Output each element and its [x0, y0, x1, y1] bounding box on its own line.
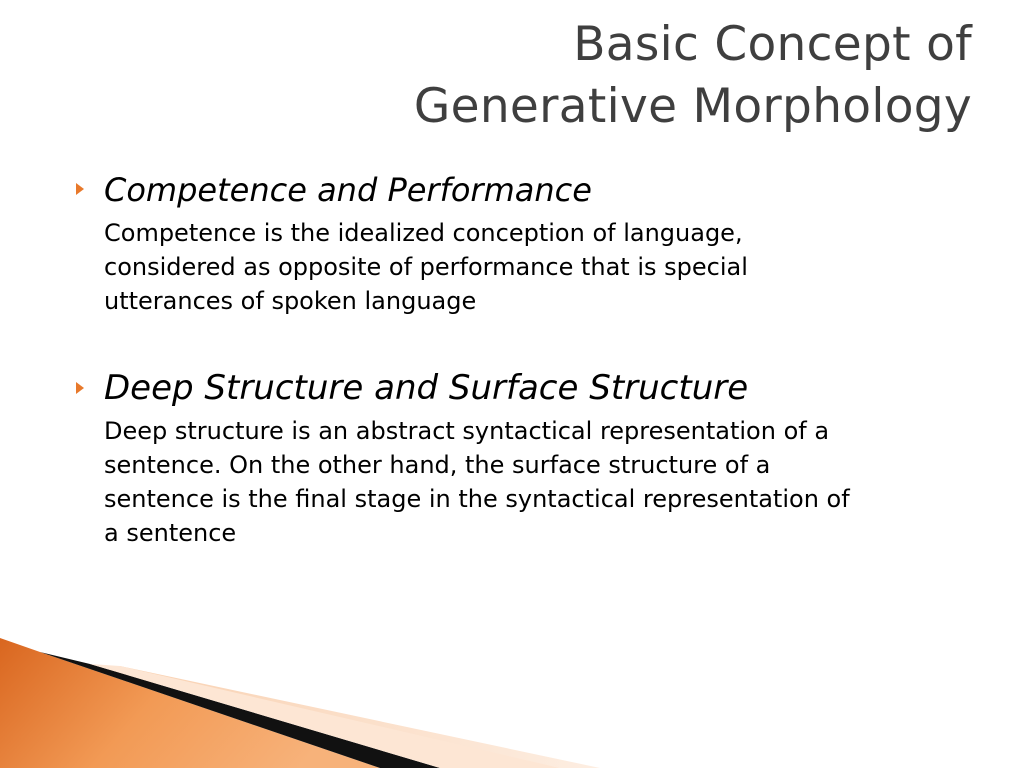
body-line: Deep structure is an abstract syntactical representation of a: [104, 417, 830, 445]
bullet-item: [74, 168, 974, 318]
bullet-heading: Deep Structure and Surface Structure: [104, 368, 749, 408]
title-line-2: Generative Morphology: [413, 79, 972, 134]
body-line: Competence is the idealized conception of language,: [104, 219, 743, 247]
body-line: considered as opposite of performance that is special: [104, 253, 748, 281]
triangle-right-icon: [76, 183, 84, 195]
bullet-heading: Competence and Performance: [104, 171, 592, 209]
body-line: utterances of spoken language: [104, 287, 477, 315]
bullet-item: [74, 364, 974, 550]
body-line: a sentence: [104, 519, 237, 547]
body-line: sentence. On the other hand, the surface structure of a: [104, 451, 771, 479]
body-line: sentence is the final stage in the syntactical representation of: [104, 485, 850, 513]
corner-decoration: [0, 638, 1024, 768]
triangle-right-icon: [76, 382, 84, 394]
title-line-1: Basic Concept of: [573, 17, 972, 72]
bullet-body: [104, 216, 974, 318]
bullet-body: [104, 414, 974, 550]
bullet-list: [74, 168, 974, 596]
slide-title: [272, 14, 972, 138]
